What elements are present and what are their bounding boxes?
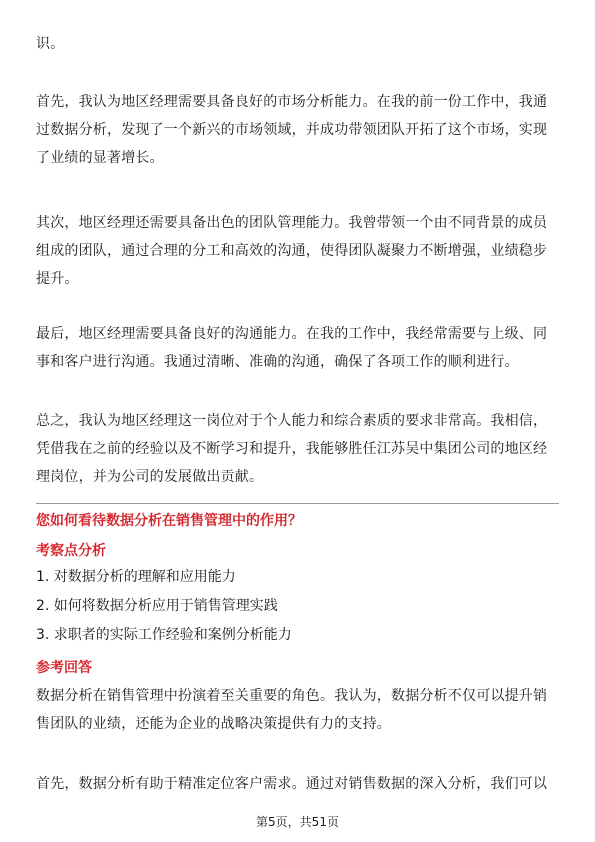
analysis-item-1: 1. 对数据分析的理解和应用能力 (36, 569, 236, 585)
answer-paragraph-2: 首先，数据分析有助于精准定位客户需求。通过对销售数据的深入分析，我们可以 (36, 776, 548, 792)
paragraph-communication: 最后，地区经理需要具备良好的沟通能力。在我的工作中，我经常需要与上级、同事和客户进行沟通。我通过清晰、准确的沟通，确保了各项工作的顺利进行。 (36, 326, 548, 370)
paragraph-team-management: 其次，地区经理还需要具备出色的团队管理能力。我曾带领一个由不同背景的成员组成的团队，通过合理的分工和高效的沟通，使得团队凝聚力不断增强，业绩稳步提升。 (36, 215, 548, 287)
paragraph-continuation: 识。 (36, 36, 65, 52)
paragraph-market-analysis: 首先，我认为地区经理需要具备良好的市场分析能力。在我的前一份工作中，我通过数据分析，发现了一个新兴的市场领域，并成功带领团队开拓了这个市场，实现了业绩的显著增长。 (36, 94, 548, 166)
answer-paragraph-1: 数据分析在销售管理中扮演着至关重要的角色。我认为，数据分析不仅可以提升销售团队的业绩，还能为企业的战略决策提供有力的支持。 (36, 688, 548, 732)
analysis-item-3: 3. 求职者的实际工作经验和案例分析能力 (36, 627, 292, 643)
answer-heading: 参考回答 (36, 660, 92, 676)
page-number: 第5页，共51页 (256, 815, 339, 829)
analysis-heading: 考察点分析 (36, 543, 106, 559)
section-divider (36, 503, 559, 504)
analysis-item-2: 2. 如何将数据分析应用于销售管理实践 (36, 598, 278, 614)
question-title: 您如何看待数据分析在销售管理中的作用？ (36, 513, 302, 529)
paragraph-conclusion: 总之，我认为地区经理这一岗位对于个人能力和综合素质的要求非常高。我相信，凭借我在之前的经验以及不断学习和提升，我能够胜任江苏吴中集团公司的地区经理岗位，并为公司的发展做出贡献。 (36, 413, 548, 485)
